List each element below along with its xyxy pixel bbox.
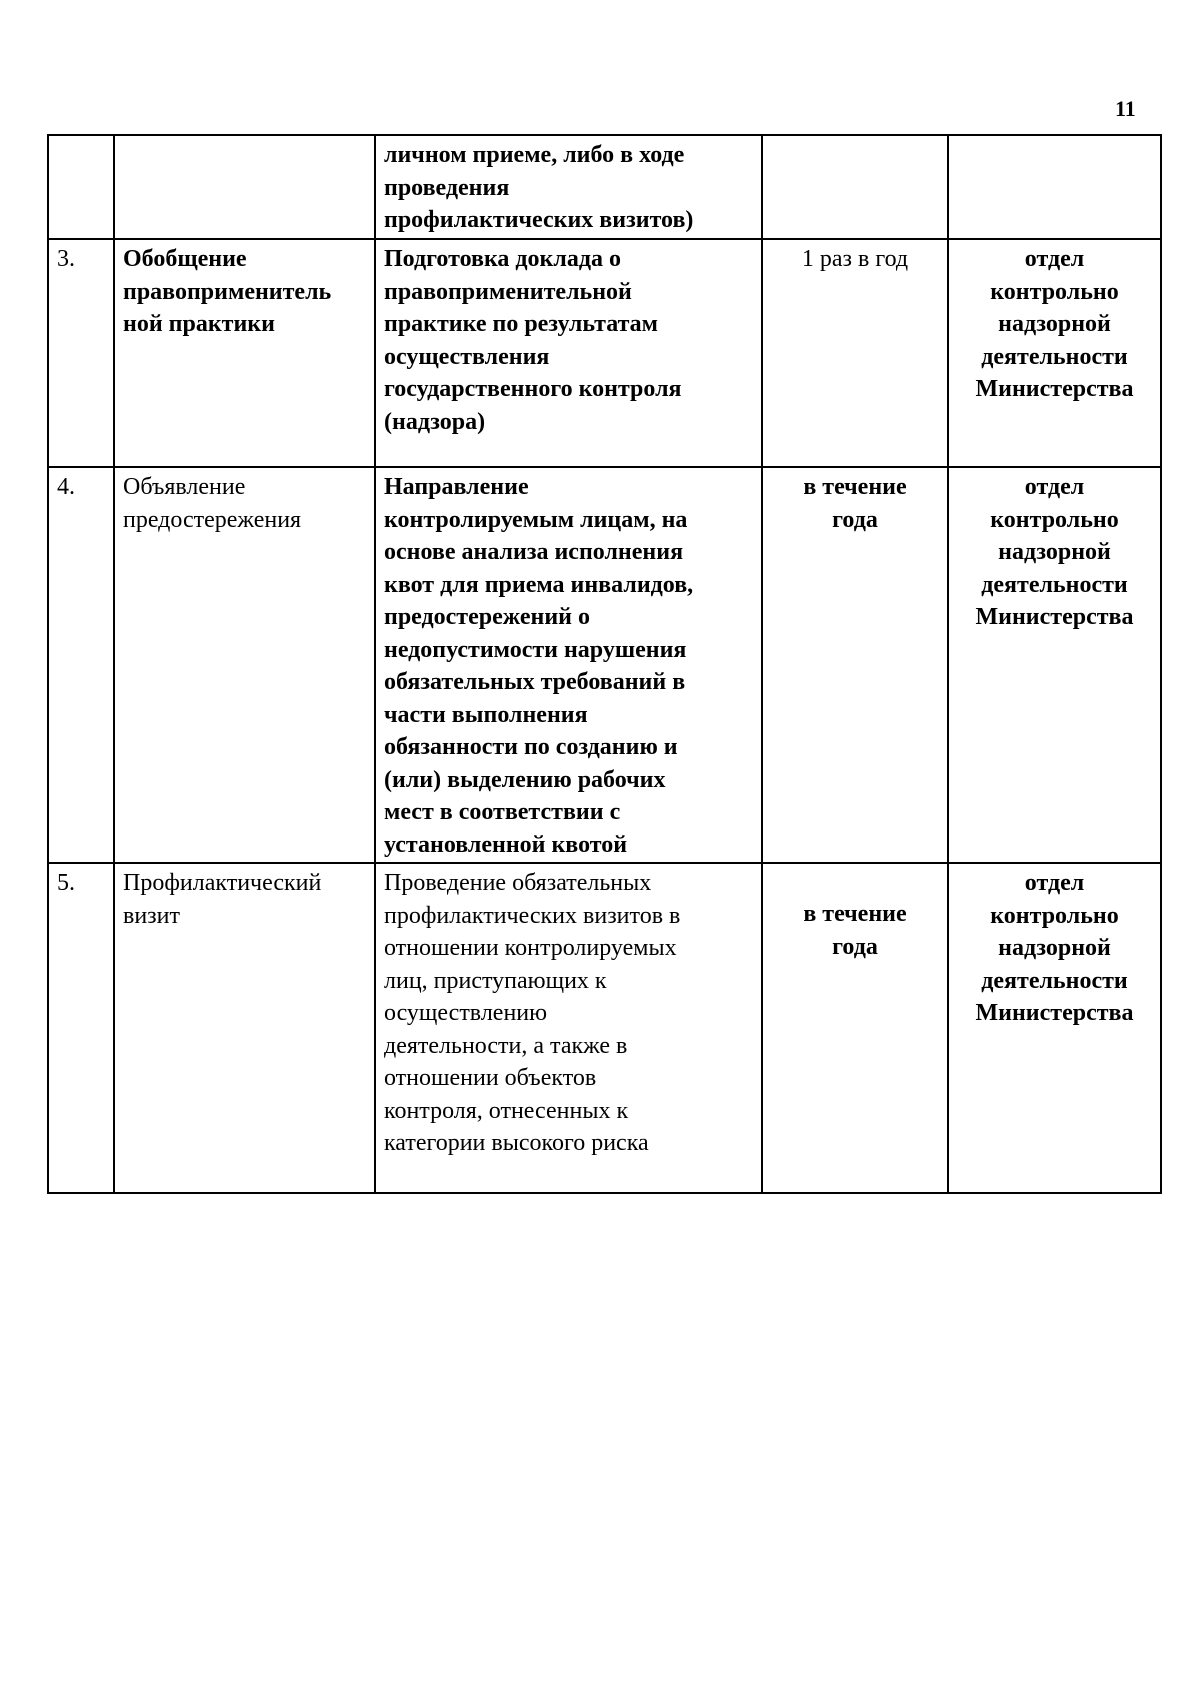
measure-description-cell: личном приеме, либо в ходе проведения профилактических визитов) xyxy=(375,135,762,239)
row-number-cell xyxy=(48,135,114,239)
table-row xyxy=(48,467,1161,863)
row-number-cell: 4. xyxy=(48,467,114,863)
prevention-measures-table xyxy=(47,134,1162,1194)
measure-period-cell xyxy=(762,135,948,239)
measure-description-cell: Направление контролируемым лицам, на основе анализа исполнения квот для приема инвалидов, предостережений о недопустимости нарушения обязательных требований в части выполнения обязанности по созданию и (или) выделению рабочих мест в соответствии с установленной квотой xyxy=(375,467,762,863)
measure-period-cell: в течение года xyxy=(762,467,948,863)
measure-responsible-cell xyxy=(948,135,1161,239)
table-row xyxy=(48,135,1161,239)
measure-name-cell: Объявление предостережения xyxy=(114,467,375,863)
measure-name-cell: Обобщение правоприменитель ной практики xyxy=(114,239,375,467)
measure-name-cell xyxy=(114,135,375,239)
measure-responsible-cell: отдел контрольно надзорной деятельности Министерства xyxy=(948,467,1161,863)
page-number: 11 xyxy=(1115,96,1136,121)
measure-description-cell: Подготовка доклада о правоприменительной практике по результатам осуществления государственного контроля (надзора) xyxy=(375,239,762,467)
measure-period-cell: 1 раз в год xyxy=(762,239,948,467)
measure-name-cell: Профилактический визит xyxy=(114,863,375,1193)
table-row xyxy=(48,863,1161,1193)
row-number-cell: 3. xyxy=(48,239,114,467)
measure-responsible-cell: отдел контрольно надзорной деятельности Министерства xyxy=(948,239,1161,467)
measure-period-cell: в течение года xyxy=(762,863,948,1193)
measure-description-cell: Проведение обязательных профилактических визитов в отношении контролируемых лиц, приступающих к осуществлению деятельности, а также в отношении объектов контроля, отнесенных к категории высокого риска xyxy=(375,863,762,1193)
table-row xyxy=(48,239,1161,467)
measure-responsible-cell: отдел контрольно надзорной деятельности Министерства xyxy=(948,863,1161,1193)
row-number-cell: 5. xyxy=(48,863,114,1193)
